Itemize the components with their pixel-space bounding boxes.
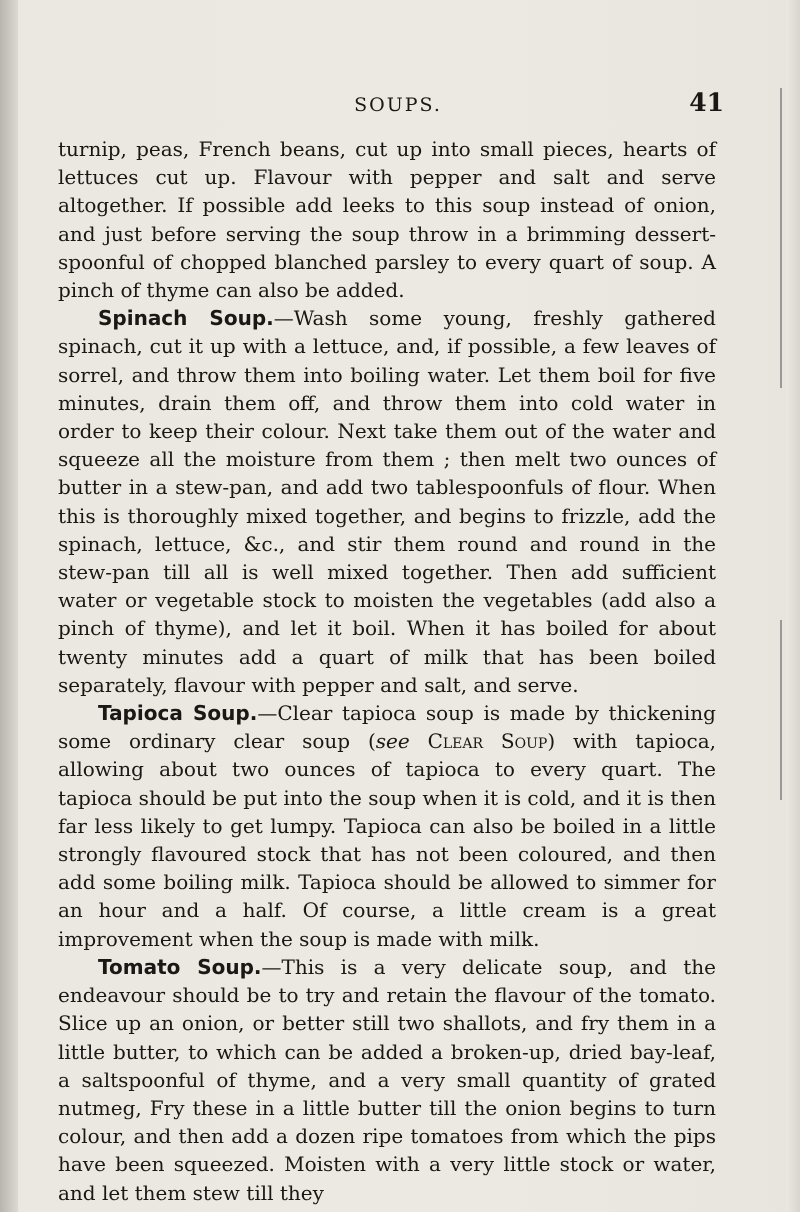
see-reference: see [375, 729, 410, 754]
spinach-soup-title: Spinach Soup. [98, 306, 274, 331]
margin-mark [780, 88, 782, 388]
page-edge-shadow [786, 0, 800, 1212]
page-number: 41 [689, 88, 724, 117]
opening-paragraph: turnip, peas, French beans, cut up into small pieces, hearts of lettuces cut up. Flavour with pepper and salt and serve altogether. If possible add leeks to this soup instead of onion, and just before serving the soup throw in a brimming dessert-spoonful of chopped blanched parsley to every quart of soup. A pinch of thyme can also be added. [58, 137, 716, 303]
tapioca-soup-text-1: —Clear tapioca soup is made by thickening some ordinary clear soup ( [58, 701, 716, 754]
margin-mark [780, 620, 782, 800]
clear-soup-reference: Clear Soup [427, 729, 548, 754]
tapioca-soup-paragraph [58, 699, 716, 953]
page-binding-shadow [0, 0, 18, 1212]
spinach-soup-text: —Wash some young, freshly gathered spinach, cut it up with a lettuce, and, if possible, a few leaves of sorrel, and throw them into boiling water. Let them boil for five minutes, drain them off, and throw them into cold water in order to keep their colour. Next take them out of the water and squeeze all the moisture from them ; then melt two ounces of butter in a stew-pan, and add two tablespoonfuls of flour. When this is thoroughly mixed together, and begins to frizzle, add the spinach, lettuce, &c., and stir them round and round in the stew-pan till all is well mixed together. Then add sufficient water or vegetable stock to moisten the vegetables (add also a pinch of thyme), and let it boil. When it has boiled for about twenty minutes add a quart of milk that has been boiled separately, flavour with pepper and salt, and serve. [58, 306, 716, 697]
body-text [58, 135, 716, 1207]
tapioca-soup-title: Tapioca Soup. [98, 701, 258, 726]
page-header [58, 88, 738, 128]
tomato-soup-title: Tomato Soup. [98, 954, 262, 979]
tomato-soup-text: —This is a very delicate soup, and the endeavour should be to try and retain the flavour of the tomato. Slice up an onion, or better still two shallots, and fry them in a little butter, to which can be added a broken-up, dried bay-leaf, a saltspoonful of thyme, and a very small quantity of grated nutmeg, Fry these in a little butter till the onion begins to turn colour, and then add a dozen ripe tomatoes from which the pips have been squeezed. Moisten with a very little stock or water, and let them stew till they [58, 954, 716, 1205]
spinach-soup-paragraph [58, 304, 716, 699]
running-head: SOUPS. [354, 94, 442, 116]
tapioca-soup-text-2: ) with tapioca, allowing about two ounces of tapioca to every quart. The tapioca should be put into the soup when it is cold, and it is then far less likely to get lumpy. Tapioca can also be boiled in a little strongly flavoured stock that has not been coloured, and then add some boiling milk. Tapioca should be allowed to simmer for an hour and a half. Of course, a little cream is a great improvement when the soup is made with milk. [58, 729, 716, 951]
tomato-soup-paragraph [58, 953, 716, 1207]
